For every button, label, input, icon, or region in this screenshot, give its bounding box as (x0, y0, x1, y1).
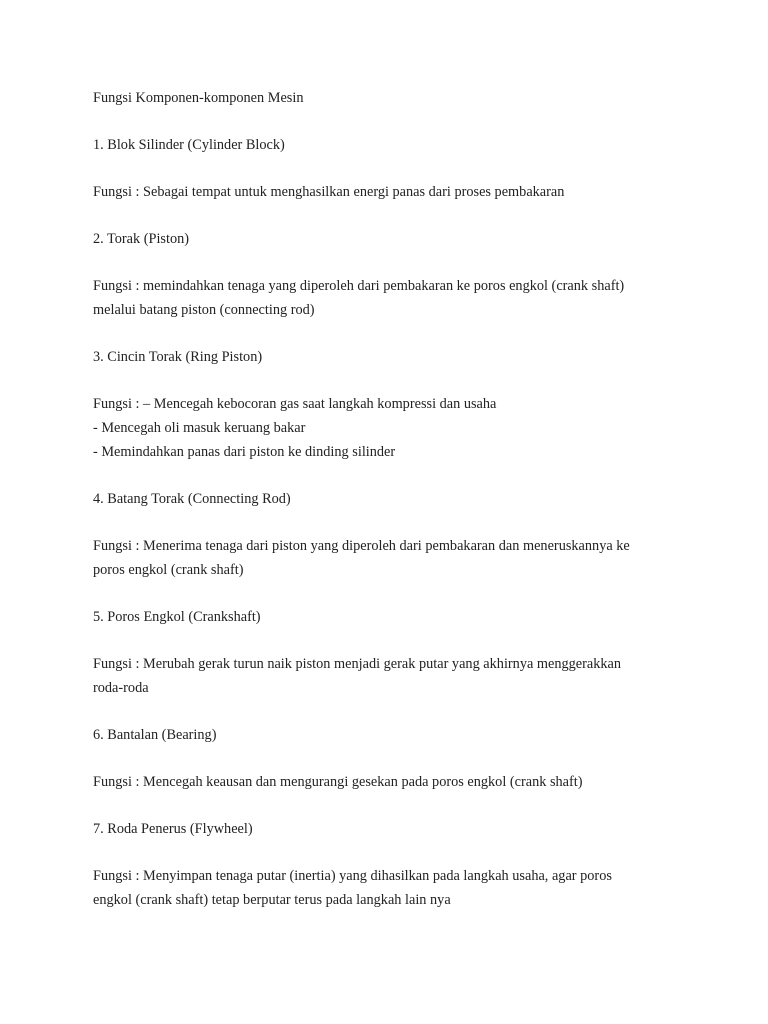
document-body (93, 86, 693, 912)
section-heading: 7. Roda Penerus (Flywheel) (93, 821, 253, 837)
section-heading: 2. Torak (Piston) (93, 231, 190, 247)
section-heading: 5. Poros Engkol (Crankshaft) (93, 609, 261, 625)
section-text: Fungsi : – Mencegah kebocoran gas saat langkah kompressi dan usaha (93, 396, 497, 412)
section-text: engkol (crank shaft) tetap berputar terus pada langkah lain nya (93, 892, 451, 908)
section-text: - Mencegah oli masuk keruang bakar (93, 420, 306, 436)
section-text: melalui batang piston (connecting rod) (93, 302, 315, 318)
section-text: poros engkol (crank shaft) (93, 562, 244, 578)
section-text: - Memindahkan panas dari piston ke dinding silinder (93, 444, 396, 460)
section-heading: 3. Cincin Torak (Ring Piston) (93, 349, 263, 365)
document-title: Fungsi Komponen-komponen Mesin (93, 90, 304, 106)
section-text: roda-roda (93, 680, 149, 696)
section-heading: 4. Batang Torak (Connecting Rod) (93, 491, 291, 507)
section-text: Fungsi : Menyimpan tenaga putar (inertia) yang dihasilkan pada langkah usaha, agar poros (93, 868, 612, 884)
section-heading: 6. Bantalan (Bearing) (93, 727, 217, 743)
section-text: Fungsi : Merubah gerak turun naik piston menjadi gerak putar yang akhirnya menggerakkan (93, 656, 622, 672)
section-text: Fungsi : Sebagai tempat untuk menghasilkan energi panas dari proses pembakaran (93, 184, 565, 200)
section-text: Fungsi : Mencegah keausan dan mengurangi gesekan pada poros engkol (crank shaft) (93, 774, 583, 790)
section-text: Fungsi : Menerima tenaga dari piston yang diperoleh dari pembakaran dan meneruskannya ke (93, 538, 630, 554)
section-heading: 1. Blok Silinder (Cylinder Block) (93, 137, 285, 153)
section-text: Fungsi : memindahkan tenaga yang diperoleh dari pembakaran ke poros engkol (crank shaft) (93, 278, 625, 294)
